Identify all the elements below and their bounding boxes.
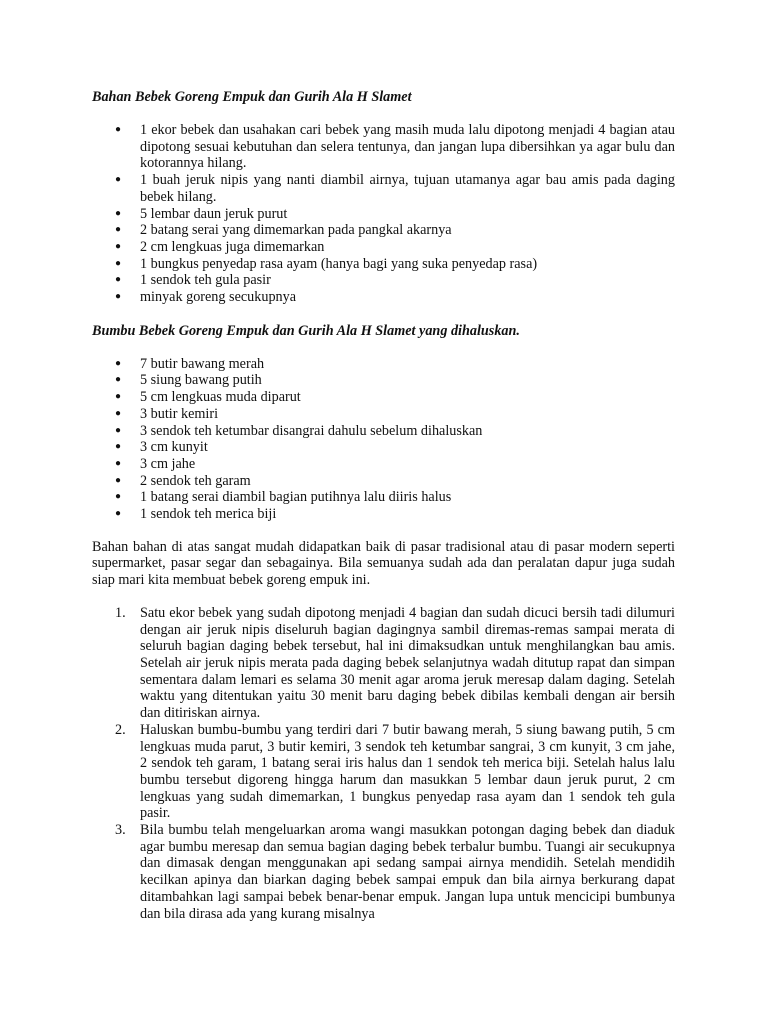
bullet-icon: ● bbox=[115, 257, 122, 269]
list-item: ● 5 siung bawang putih bbox=[115, 372, 262, 389]
step-text: Bila bumbu telah mengeluarkan aroma wangi masukkan potongan daging bebek dan diaduk agar bumbu meresap dan semua bagian daging bebek terbalur bumbu. Tuangi air secukupnya dan dimasak dengan menggunakan api sedang sampai airnya mendidih. Setelah mendidih kecilkan apinya dan biarkan daging bebek sampai empuk dan bila airnya berkurang dapat ditambahkan lagi sampai bebek benar-benar empuk. Jangan lupa untuk mencicipi bumbunya dan bila dirasa ada yang kurang misalnya bbox=[140, 822, 675, 922]
step-text: Satu ekor bebek yang sudah dipotong menjadi 4 bagian dan sudah dicuci bersih tadi dilumuri dengan air jeruk nipis diseluruh bagian dagingnya sambil diremas-remas sampai merata di seluruh bagian daging bebek tersebut, hal ini dimaksudkan untuk menghilangkan bau amis. Setelah air jeruk nipis merata pada daging bebek selanjutnya wadah ditutup rapat dan simpan sementara dalam lemari es selama 30 menit agar aroma jeruk meresap dalam daging. Setelah waktu yang ditentukan yaitu 30 menit baru daging bebek dibilas kembali dengan air bersih dan ditiriskan airnya. bbox=[140, 604, 675, 722]
bullet-icon: ● bbox=[115, 508, 122, 520]
step-number: 2. bbox=[115, 721, 126, 738]
step-item bbox=[92, 822, 675, 922]
bullet-icon: ● bbox=[115, 407, 122, 419]
list-item: ● 2 batang serai yang dimemarkan pada pangkal akarnya bbox=[115, 222, 452, 239]
step-text: Haluskan bumbu-bumbu yang terdiri dari 7 butir bawang merah, 5 siung bawang putih, 5 cm lengkuas muda parut, 3 butir kemiri, 3 sendok teh ketumbar sangrai, 3 cm kunyit, 3 cm jahe, 2 sendok teh garam, 1 batang serai iris halus dan 1 sendok teh merica biji. Setelah halus lalu bumbu tersebut digoreng hingga harum dan masukkan 5 lembar daun jeruk purut, 2 cm lengkuas yang sudah dimemarkan, 1 bungkus penyedap rasa ayam dan 1 sendok teh gula pasir. bbox=[140, 721, 675, 822]
bullet-icon: ● bbox=[115, 374, 122, 386]
list-item: ● minyak goreng secukupnya bbox=[115, 289, 297, 306]
bullet-icon: ● bbox=[115, 274, 122, 286]
list-item: ● 1 sendok teh gula pasir bbox=[115, 272, 271, 289]
bullet-icon: ● bbox=[115, 124, 122, 135]
ingredients-list bbox=[92, 122, 675, 306]
list-item: ● 1 buah jeruk nipis yang nanti diambil airnya, tujuan utamanya agar bau amis pada daging bebek hilang. bbox=[115, 172, 675, 205]
bullet-icon: ● bbox=[115, 491, 122, 503]
list-item: ● 3 cm jahe bbox=[115, 455, 196, 472]
list-item: ● 7 butir bawang merah bbox=[115, 355, 265, 372]
bullet-icon: ● bbox=[115, 291, 122, 303]
list-item: ● 5 lembar daun jeruk purut bbox=[115, 205, 288, 222]
list-item: ● 2 sendok teh garam bbox=[115, 472, 251, 489]
bullet-icon: ● bbox=[115, 474, 122, 486]
step-number: 1. bbox=[115, 604, 126, 621]
step-number: 3. bbox=[115, 822, 126, 839]
list-item: ● 3 butir kemiri bbox=[115, 405, 219, 422]
spices-list bbox=[92, 356, 675, 523]
list-item: ● 3 cm kunyit bbox=[115, 439, 208, 456]
bullet-icon: ● bbox=[115, 424, 122, 436]
list-item: ● 3 sendok teh ketumbar disangrai dahulu sebelum dihaluskan bbox=[115, 422, 483, 439]
list-item: ● 1 sendok teh merica biji bbox=[115, 506, 277, 523]
list-item: ● 5 cm lengkuas muda diparut bbox=[115, 389, 301, 406]
list-item: ● 1 ekor bebek dan usahakan cari bebek yang masih muda lalu dipotong menjadi 4 bagian atau dipotong sesuai kebutuhan dan selera tentunya, dan jangan lupa dibersihkan ya agar bulu dan kotorannya hilang. bbox=[115, 122, 675, 172]
step-item bbox=[92, 605, 675, 722]
bullet-icon: ● bbox=[115, 457, 122, 469]
spices-heading: Bumbu Bebek Goreng Empuk dan Gurih Ala H Slamet yang dihaluskan. bbox=[92, 322, 520, 339]
bullet-icon: ● bbox=[115, 391, 122, 403]
list-item: ● 2 cm lengkuas juga dimemarkan bbox=[115, 238, 325, 255]
bullet-icon: ● bbox=[115, 357, 122, 369]
bullet-icon: ● bbox=[115, 441, 122, 453]
list-item: ● 1 bungkus penyedap rasa ayam (hanya bagi yang suka penyedap rasa) bbox=[115, 255, 538, 272]
list-item: ● 1 batang serai diambil bagian putihnya lalu diiris halus bbox=[115, 489, 452, 506]
steps-list bbox=[92, 605, 675, 922]
bullet-icon: ● bbox=[115, 224, 122, 236]
step-item bbox=[92, 722, 675, 822]
document-content bbox=[92, 89, 675, 922]
ingredients-heading: Bahan Bebek Goreng Empuk dan Gurih Ala H Slamet bbox=[92, 89, 412, 105]
intro-paragraph: Bahan bahan di atas sangat mudah didapatkan baik di pasar tradisional atau di pasar modern seperti supermarket, pasar segar dan sebagainya. Bila semuanya sudah ada dan peralatan dapur juga sudah siap mari kita membuat bebek goreng empuk ini. bbox=[92, 538, 675, 589]
bullet-icon: ● bbox=[115, 240, 122, 252]
bullet-icon: ● bbox=[115, 207, 122, 219]
bullet-icon: ● bbox=[115, 174, 122, 186]
